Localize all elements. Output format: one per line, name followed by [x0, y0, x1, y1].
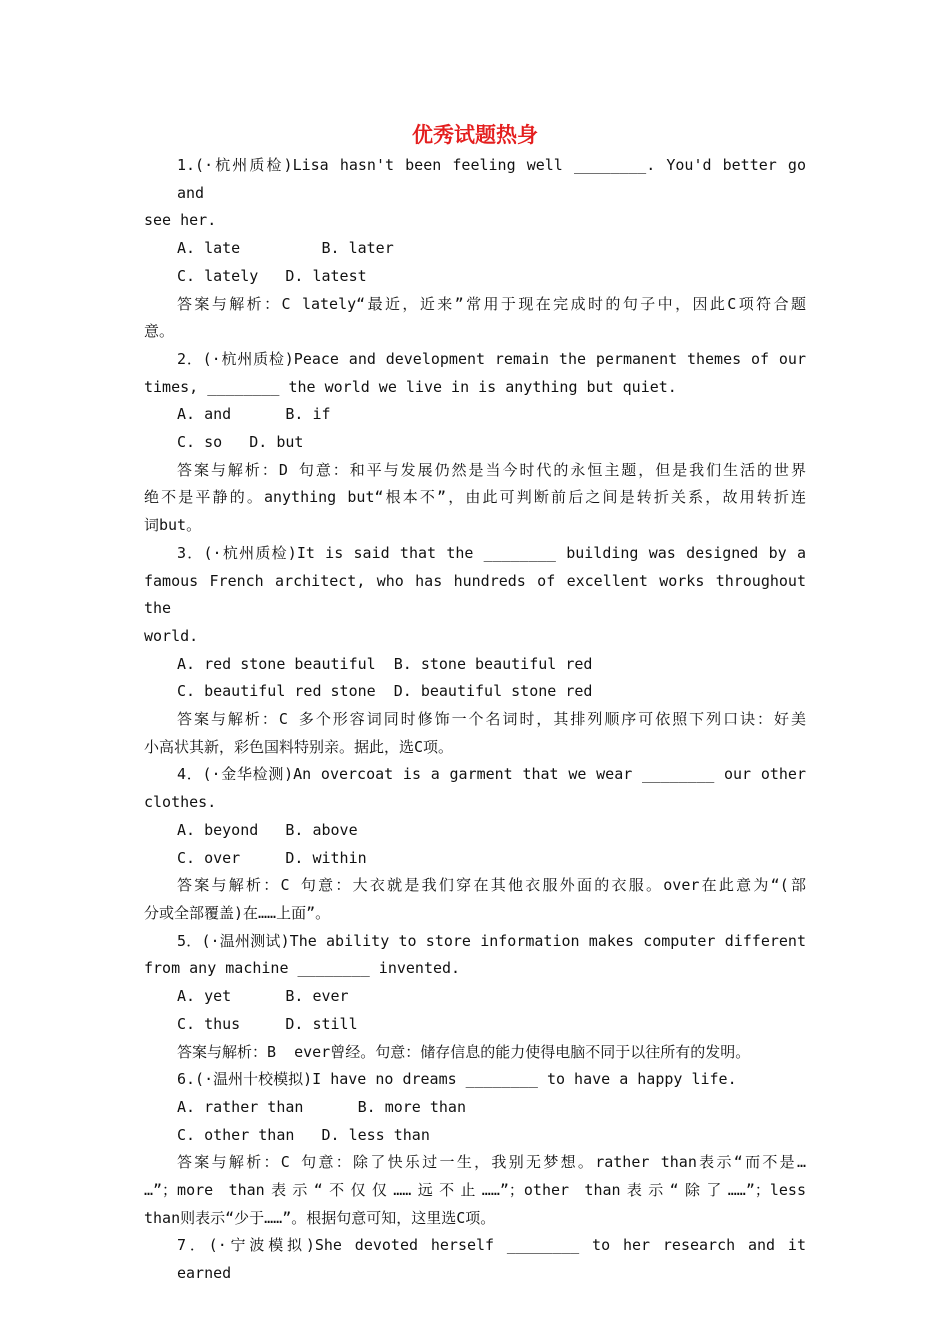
- option-line: C. beautiful red stone D. beautiful stone red: [177, 682, 593, 701]
- answer-line: 意。: [144, 322, 175, 341]
- answer-line: 绝不是平静的。anything but“根本不”，由此可判断前后之间是转折关系，故用转折连: [144, 488, 806, 507]
- answer-line: 答案与解析：B ever曾经。句意：储存信息的能力使得电脑不同于以往所有的发明。: [177, 1042, 751, 1061]
- answer-line: 分或全部覆盖)在……上面”。: [144, 903, 331, 922]
- answer-line: 小高状其新，彩色国料特别亲。据此，选C项。: [144, 737, 454, 756]
- option-line: A. and B. if: [177, 405, 331, 424]
- question-stem-line: 6.(·温州十校模拟)I have no dreams ________ to have a happy life.: [177, 1070, 737, 1089]
- answer-line: 答案与解析：D 句意：和平与发展仍然是当今时代的永恒主题，但是我们生活的世界: [177, 460, 806, 479]
- question-7: [144, 1232, 806, 1287]
- answer-line: 答案与解析：C lately“最近，近来”常用于现在完成时的句子中，因此C项符合题: [177, 294, 806, 313]
- question-5: [144, 928, 806, 1067]
- question-stem-line: 7．(·宁波模拟)She devoted herself ________ to her research and it earned: [177, 1236, 806, 1283]
- document-page: [144, 120, 806, 1288]
- option-line: C. over D. within: [177, 848, 367, 867]
- question-stem-line: world.: [144, 626, 199, 645]
- question-stem-line: times, ________ the world we live in is anything but quiet.: [144, 377, 677, 396]
- answer-line: 词but。: [144, 516, 202, 535]
- question-3: [144, 540, 806, 762]
- answer-line: 答案与解析：C 多个形容词同时修饰一个名词时，其排列顺序可依照下列口诀：好美: [177, 710, 806, 729]
- answer-line: …”；more than表示“不仅仅……远不止……”；other than表示“除了……”；less: [144, 1181, 806, 1200]
- question-4: [144, 761, 806, 927]
- option-line: A. beyond B. above: [177, 820, 358, 839]
- page-title: 优秀试题热身: [412, 123, 538, 147]
- question-stem-line: 2．(·杭州质检)Peace and development remain the permanent themes of our: [177, 349, 806, 368]
- question-stem-line: from any machine ________ invented.: [144, 959, 461, 978]
- question-stem-line: 1.(·杭州质检)Lisa hasn't been feeling well ________. You'd better go and: [177, 156, 806, 202]
- option-line: C. thus D. still: [177, 1014, 358, 1033]
- answer-line: 答案与解析：C 句意：除了快乐过一生，我别无梦想。rather than表示“而不是…: [177, 1153, 806, 1172]
- option-line: A. yet B. ever: [177, 987, 349, 1006]
- answer-line: 答案与解析：C 句意：大衣就是我们穿在其他衣服外面的衣服。over在此意为“(部: [177, 876, 806, 895]
- question-stem-line: 5．(·温州测试)The ability to store information makes computer different: [177, 931, 806, 950]
- option-line: A. rather than B. more than: [177, 1097, 466, 1116]
- option-line: C. so D. but: [177, 433, 304, 452]
- question-6: [144, 1066, 806, 1232]
- question-2: [144, 346, 806, 540]
- question-stem-line: 4．(·金华检测)An overcoat is a garment that we wear ________ our other: [177, 765, 806, 784]
- option-line: C. lately D. latest: [177, 266, 367, 285]
- question-stem-line: see her.: [144, 211, 217, 230]
- option-line: C. other than D. less than: [177, 1125, 430, 1144]
- question-stem-line: clothes.: [144, 793, 217, 812]
- question-1: [144, 152, 806, 346]
- answer-line: than则表示“少于……”。根据句意可知，这里选C项。: [144, 1208, 496, 1227]
- option-line: A. late B. later: [177, 239, 394, 258]
- question-stem-line: 3．(·杭州质检)It is said that the ________ building was designed by a: [177, 543, 806, 562]
- option-line: A. red stone beautiful B. stone beautiful red: [177, 654, 593, 673]
- question-stem-line: famous French architect, who has hundreds of excellent works throughout the: [144, 571, 806, 618]
